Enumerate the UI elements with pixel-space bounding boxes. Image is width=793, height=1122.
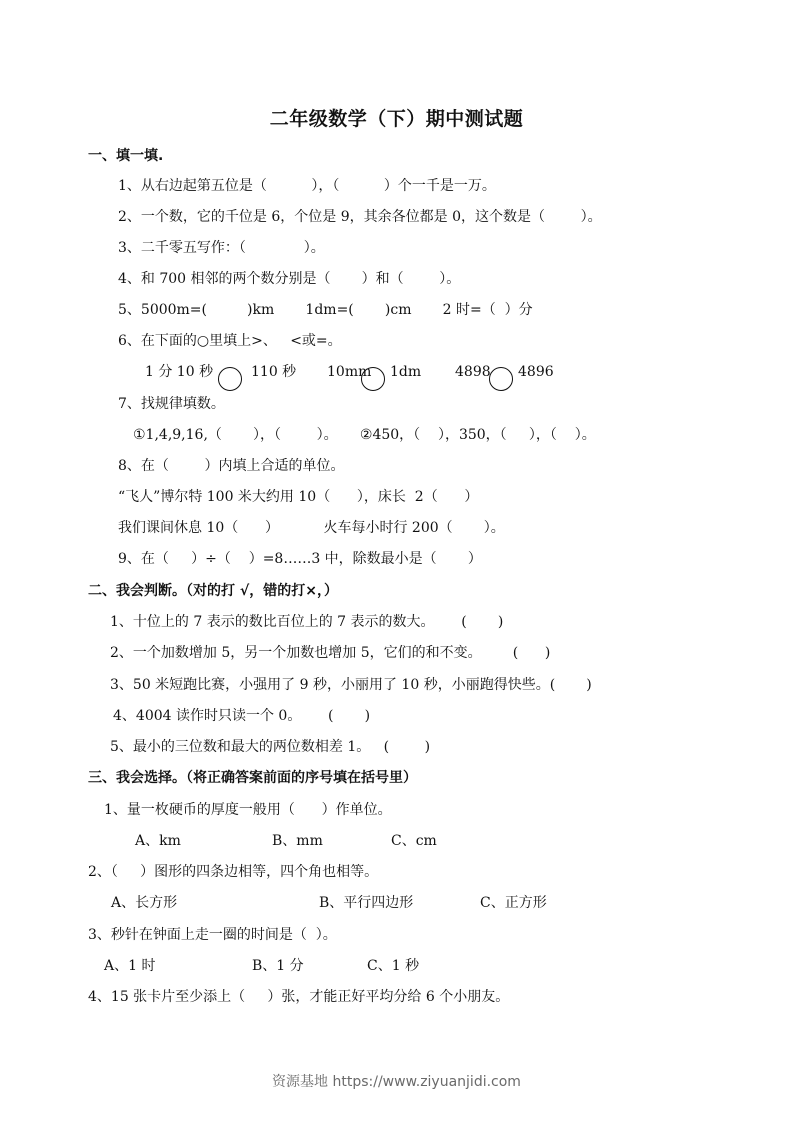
question-1-7: 7、找规律填数。	[118, 396, 225, 412]
option-a: A、1 时	[104, 958, 156, 974]
question-2-4: 4、4004 读作时只读一个 0。 ( )	[113, 708, 371, 724]
option-b: B、mm	[272, 833, 323, 849]
comparison-2-right: 1dm	[390, 364, 422, 380]
page-title: 二年级数学（下）期中测试题	[269, 108, 524, 130]
footer-watermark: 资源基地 https://www.ziyuanjidi.com	[272, 1074, 521, 1090]
question-2-1: 1、十位上的 7 表示的数比百位上的 7 表示的数大。 ( )	[110, 614, 504, 630]
section-heading-judge: 二、我会判断。（对的打 √，错的打×，）	[88, 583, 338, 599]
option-b: B、平行四边形	[319, 895, 414, 911]
question-1-2: 2、一个数，它的千位是 6，个位是 9，其余各位都是 0，这个数是（ ）。	[118, 209, 602, 225]
option-c: C、cm	[391, 833, 437, 849]
section-heading-choose: 三、我会选择。（将正确答案前面的序号填在括号里）	[88, 770, 417, 786]
question-2-3: 3、50 米短跑比赛，小强用了 9 秒，小丽用了 10 秒，小丽跑得快些。( )	[110, 677, 592, 693]
question-1-5: 5、5000m=( )km 1dm=( )cm 2 时=（ ）分	[118, 302, 533, 318]
comparison-3-left: 4898	[455, 364, 491, 380]
question-1-8-a: “飞人”博尔特 100 米大约用 10（ ），床长 2（ ）	[118, 489, 479, 505]
question-2-2: 2、一个加数增加 5，另一个加数也增加 5，它们的和不变。 ( )	[110, 645, 551, 661]
question-1-4: 4、和 700 相邻的两个数分别是（ ）和（ ）。	[118, 271, 461, 287]
question-1-7-sequences: ①1,4,9,16,（ ），（ ）。 ②450，（ ），350，（ ），（ ）。	[133, 427, 596, 443]
compare-circle-1[interactable]	[218, 367, 242, 391]
question-1-6: 6、在下面的○里填上>、 <或=。	[118, 333, 342, 349]
option-b: B、1 分	[252, 958, 304, 974]
question-1-8-b: 我们课间休息 10（ ） 火车每小时行 200（ ）。	[118, 520, 505, 536]
question-3-1: 1、量一枚硬币的厚度一般用（ ）作单位。	[104, 802, 392, 818]
question-1-1: 1、从右边起第五位是（ ），（ ）个一千是一万。	[118, 178, 496, 194]
compare-circle-3[interactable]	[489, 367, 513, 391]
comparison-2-left: 10mm	[327, 364, 372, 380]
question-1-9: 9、在（ ）÷（ ）=8……3 中，除数最小是（ ）	[118, 551, 482, 567]
option-c: C、1 秒	[367, 958, 420, 974]
comparison-1-left: 1 分 10 秒	[145, 364, 214, 380]
question-2-5: 5、最小的三位数和最大的两位数相差 1。 ( )	[110, 739, 431, 755]
comparison-1-right: 110 秒	[251, 364, 297, 380]
question-3-3: 3、秒针在钟面上走一圈的时间是（ ）。	[88, 927, 337, 943]
question-3-2: 2、（ ）图形的四条边相等，四个角也相等。	[88, 864, 379, 880]
option-c: C、正方形	[480, 895, 547, 911]
question-3-4: 4、15 张卡片至少添上（ ）张，才能正好平均分给 6 个小朋友。	[88, 989, 510, 1005]
question-1-3: 3、二千零五写作：（ ）。	[118, 240, 325, 256]
section-heading-fill-in: 一、填一填.	[88, 148, 164, 164]
question-1-8: 8、在（ ）内填上合适的单位。	[118, 458, 345, 474]
compare-circle-2[interactable]	[361, 367, 385, 391]
comparison-3-right: 4896	[518, 364, 554, 380]
option-a: A、长方形	[111, 895, 178, 911]
option-a: A、km	[135, 833, 181, 849]
